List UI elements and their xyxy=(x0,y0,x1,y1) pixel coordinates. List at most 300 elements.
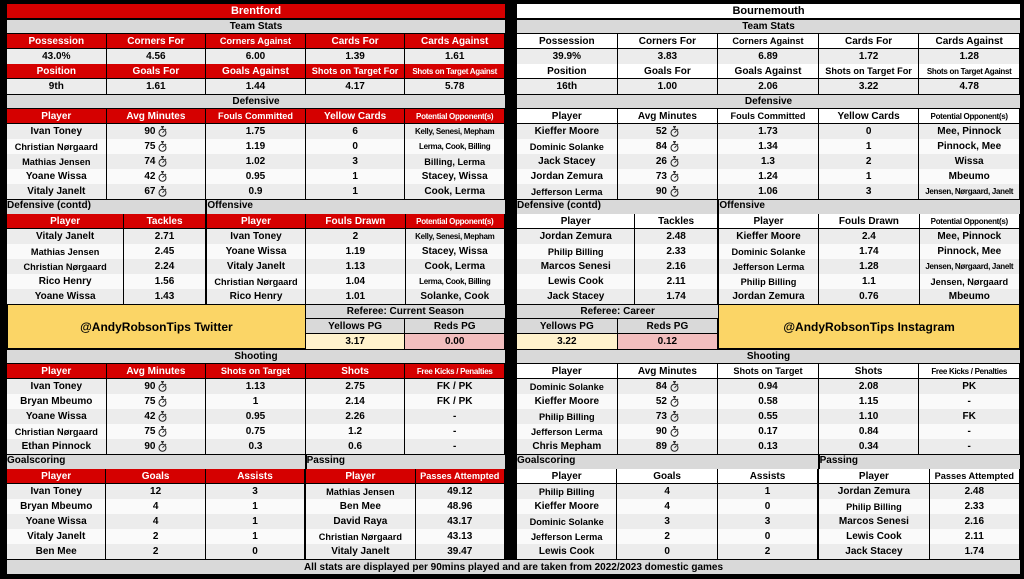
column-header: Shots on Target For xyxy=(306,64,406,79)
column-header: Goals For xyxy=(107,64,207,79)
data-row xyxy=(7,139,505,154)
stat-cell: Mbeumo xyxy=(920,289,1020,304)
data-row xyxy=(719,244,1020,259)
stat-cell: Pinnock, Mee xyxy=(919,139,1020,154)
data-row xyxy=(7,184,505,199)
stat-cell: 1 xyxy=(819,169,920,184)
column-header: Yellow Cards xyxy=(306,109,406,124)
data-row xyxy=(7,439,505,454)
player-cell: Yoane Wissa xyxy=(7,169,107,184)
stat-cell: 1.73 xyxy=(718,124,819,139)
player-cell: Marcos Senesi xyxy=(517,259,635,274)
data-row xyxy=(517,484,818,499)
data-row xyxy=(207,259,505,274)
column-header: Fouls Drawn xyxy=(306,214,405,229)
stat-cell: 2.26 xyxy=(306,409,406,424)
stat-cell: 75 xyxy=(107,394,207,409)
stat-cell: 0.95 xyxy=(206,169,306,184)
stat-cell: 1.74 xyxy=(819,244,919,259)
data-row xyxy=(517,394,1020,409)
data-row xyxy=(517,139,1020,154)
stat-cell: 0 xyxy=(206,544,305,559)
column-header: Goals For xyxy=(618,64,719,79)
player-cell: Jordan Zemura xyxy=(819,484,929,499)
stat-cell: Jensen, Nørgaard xyxy=(920,274,1020,289)
column-header: Possession xyxy=(517,34,618,49)
stat-cell: 52 xyxy=(618,124,719,139)
column-header: Tackles xyxy=(635,214,717,229)
stat-cell: 1.00 xyxy=(618,79,719,94)
stat-cell: 2.33 xyxy=(930,499,1020,514)
stat-cell: 1.43 xyxy=(124,289,206,304)
stat-cell: 2.33 xyxy=(635,244,717,259)
brentford-panel xyxy=(7,4,505,559)
instagram-promo: @AndyRobsonTips Instagram xyxy=(718,304,1020,349)
player-cell: Rico Henry xyxy=(207,289,306,304)
data-row xyxy=(306,499,505,514)
stat-cell: 0.84 xyxy=(819,424,920,439)
stat-cell: Wissa xyxy=(919,154,1020,169)
player-cell: Yoane Wissa xyxy=(7,409,107,424)
stat-cell: 90 xyxy=(107,379,207,394)
tackles-offensive-row xyxy=(517,214,1020,304)
stat-cell: 1.44 xyxy=(206,79,306,94)
column-header: Goals xyxy=(617,469,717,484)
stat-cell: 1.74 xyxy=(930,544,1020,559)
column-header: Potential Opponent(s) xyxy=(405,109,505,124)
stat-cell: 6 xyxy=(306,124,406,139)
player-cell: Jack Stacey xyxy=(819,544,929,559)
player-cell: Jordan Zemura xyxy=(719,289,819,304)
player-cell: Kieffer Moore xyxy=(517,124,618,139)
player-cell: David Raya xyxy=(306,514,415,529)
player-cell: Rico Henry xyxy=(7,274,124,289)
data-row xyxy=(517,169,1020,184)
column-header: Free Kicks / Penalties xyxy=(405,364,505,379)
stat-cell: 2.45 xyxy=(124,244,206,259)
stat-cell: 6.00 xyxy=(206,49,306,64)
stopwatch-icon xyxy=(158,141,167,152)
stat-cell: 0 xyxy=(718,529,818,544)
column-header: Goals Against xyxy=(206,64,306,79)
player-cell: Marcos Senesi xyxy=(819,514,929,529)
stat-cell: 75 xyxy=(107,139,207,154)
player-cell: Mathias Jensen xyxy=(7,154,107,169)
data-row xyxy=(7,259,206,274)
stat-cell: 73 xyxy=(618,409,719,424)
stat-cell: 73 xyxy=(618,169,719,184)
column-header: Cards Against xyxy=(919,34,1020,49)
stat-cell: 90 xyxy=(618,184,719,199)
stat-cell: 0.34 xyxy=(819,439,920,454)
player-cell: Ben Mee xyxy=(7,544,106,559)
stat-cell: 3 xyxy=(617,514,717,529)
defensive-table xyxy=(7,109,505,199)
goalscoring-passing-row xyxy=(7,469,505,559)
twitter-promo: @AndyRobsonTips Twitter xyxy=(7,304,306,349)
stat-cell: 2.08 xyxy=(819,379,920,394)
reds-pg-value: 0.12 xyxy=(618,334,719,349)
player-cell: Christian Nørgaard xyxy=(306,529,415,544)
tackles-offensive-row xyxy=(7,214,505,304)
stat-cell: 4 xyxy=(617,499,717,514)
player-cell: Dominic Solanke xyxy=(517,514,617,529)
stat-cell: 0 xyxy=(718,499,818,514)
section-bar-passing: Passing xyxy=(820,454,1020,471)
referee-career-table xyxy=(517,304,718,349)
stat-cell: - xyxy=(919,394,1020,409)
section-bar-team-stats: Team Stats xyxy=(517,19,1020,34)
header-row xyxy=(7,364,505,379)
stat-cell: 1.61 xyxy=(107,79,207,94)
reds-pg-value: 0.00 xyxy=(405,334,505,349)
data-row xyxy=(517,154,1020,169)
tackles-table xyxy=(517,214,719,304)
player-cell: Vitaly Janelt xyxy=(7,229,124,244)
offensive-table xyxy=(207,214,505,304)
column-header: Shots on Target xyxy=(206,364,306,379)
stat-cell: 1.28 xyxy=(819,259,919,274)
player-cell: Jefferson Lerma xyxy=(719,259,819,274)
data-row xyxy=(7,79,505,94)
column-header: Assists xyxy=(206,469,305,484)
player-cell: Christian Nørgaard xyxy=(7,139,107,154)
yellows-pg-value: 3.17 xyxy=(306,334,406,349)
stopwatch-icon xyxy=(670,411,679,422)
stat-cell: 1.56 xyxy=(124,274,206,289)
column-header: Player xyxy=(517,109,618,124)
stat-cell: Mee, Pinnock xyxy=(919,124,1020,139)
data-row xyxy=(7,514,305,529)
player-cell: Vitaly Janelt xyxy=(7,529,106,544)
data-row xyxy=(719,259,1020,274)
stat-cell: 0.13 xyxy=(718,439,819,454)
player-cell: Bryan Mbeumo xyxy=(7,499,106,514)
stat-cell: 4.17 xyxy=(306,79,406,94)
data-row xyxy=(7,544,305,559)
player-cell: Lewis Cook xyxy=(517,274,635,289)
stat-cell: PK xyxy=(919,379,1020,394)
shooting-table xyxy=(517,364,1020,454)
yellows-pg-header: Yellows PG xyxy=(517,319,618,334)
data-row xyxy=(819,544,1020,559)
stat-cell: - xyxy=(405,439,505,454)
stat-cell: Stacey, Wissa xyxy=(406,244,505,259)
stopwatch-icon xyxy=(158,171,167,182)
stat-cell: 1.1 xyxy=(819,274,919,289)
column-header: Corners For xyxy=(107,34,207,49)
header-row xyxy=(517,364,1020,379)
column-header: Goals Against xyxy=(718,64,819,79)
column-header: Corners Against xyxy=(206,34,306,49)
header-row xyxy=(7,109,505,124)
column-header: Player xyxy=(7,469,106,484)
header-row xyxy=(7,34,505,49)
stat-cell: 2.48 xyxy=(635,229,717,244)
stat-cell: 43.13 xyxy=(416,529,505,544)
player-cell: Lewis Cook xyxy=(819,529,929,544)
column-header: Player xyxy=(517,214,635,229)
stat-cell: 1.01 xyxy=(306,289,405,304)
stat-cell: Stacey, Wissa xyxy=(405,169,505,184)
stat-cell: 84 xyxy=(618,379,719,394)
player-cell: Vitaly Janelt xyxy=(306,544,415,559)
stat-cell: 9th xyxy=(7,79,107,94)
column-header: Avg Minutes xyxy=(107,109,207,124)
team-stats-table-b xyxy=(7,64,505,94)
stat-cell: Mbeumo xyxy=(919,169,1020,184)
stat-cell: 1 xyxy=(718,484,818,499)
stat-cell: 42 xyxy=(107,409,207,424)
data-row xyxy=(819,499,1020,514)
data-row xyxy=(306,484,505,499)
stat-cell: Cook, Lerma xyxy=(406,259,505,274)
player-cell: Ivan Toney xyxy=(7,379,107,394)
data-row xyxy=(517,514,818,529)
data-row xyxy=(517,79,1020,94)
player-cell: Bryan Mbeumo xyxy=(7,394,107,409)
player-cell: Ivan Toney xyxy=(7,124,107,139)
stopwatch-icon xyxy=(670,426,679,437)
stat-cell: 49.12 xyxy=(416,484,505,499)
stat-cell: 39.47 xyxy=(416,544,505,559)
stat-cell: 2.75 xyxy=(306,379,406,394)
data-row xyxy=(517,289,718,304)
referee-grid xyxy=(517,319,718,349)
stat-cell: FK xyxy=(919,409,1020,424)
player-cell: Jordan Zemura xyxy=(517,169,618,184)
stopwatch-icon xyxy=(158,186,167,197)
stat-cell: 3 xyxy=(718,514,818,529)
header-row xyxy=(517,109,1020,124)
header-row xyxy=(7,469,305,484)
player-cell: Christian Nørgaard xyxy=(7,259,124,274)
stat-cell: 48.96 xyxy=(416,499,505,514)
stat-cell: 1 xyxy=(306,184,406,199)
column-header: Passes Attempted xyxy=(416,469,505,484)
data-row xyxy=(517,229,718,244)
player-cell: Kieffer Moore xyxy=(517,499,617,514)
footer-note: All stats are displayed per 90mins played and are taken from 2022/2023 domestic games xyxy=(7,560,1020,575)
stat-cell: - xyxy=(405,424,505,439)
column-header: Position xyxy=(7,64,107,79)
data-row xyxy=(517,244,718,259)
stopwatch-icon xyxy=(158,441,167,452)
data-row xyxy=(517,424,1020,439)
player-cell: Christian Nørgaard xyxy=(207,274,306,289)
stopwatch-icon xyxy=(670,126,679,137)
stat-cell: 52 xyxy=(618,394,719,409)
data-row xyxy=(517,49,1020,64)
stat-cell: 1 xyxy=(306,169,406,184)
column-header: Player xyxy=(306,469,415,484)
player-cell: Jefferson Lerma xyxy=(517,184,618,199)
stat-cell: Kelly, Senesi, Mepham xyxy=(405,124,505,139)
player-cell: Vitaly Janelt xyxy=(207,259,306,274)
stat-cell: Billing, Lerma xyxy=(405,154,505,169)
stat-cell: FK / PK xyxy=(405,379,505,394)
stat-cell: 2.06 xyxy=(718,79,819,94)
social-referee-strip xyxy=(7,304,505,349)
section-bar-offensive: Offensive xyxy=(207,199,505,216)
data-row xyxy=(7,274,206,289)
data-row xyxy=(719,274,1020,289)
stat-cell: 0.3 xyxy=(206,439,306,454)
header-row xyxy=(819,469,1020,484)
stat-cell: 0.75 xyxy=(206,424,306,439)
column-header: Passes Attempted xyxy=(930,469,1020,484)
column-header: Fouls Committed xyxy=(718,109,819,124)
stat-cell: 1.34 xyxy=(718,139,819,154)
column-header: Shots xyxy=(819,364,920,379)
data-row xyxy=(517,499,818,514)
stat-cell: Lerma, Cook, Billing xyxy=(405,139,505,154)
data-row xyxy=(7,529,305,544)
bournemouth-panel xyxy=(517,4,1020,559)
header-row xyxy=(719,214,1020,229)
stat-cell: 5.78 xyxy=(405,79,505,94)
data-row xyxy=(517,379,1020,394)
stat-cell: 1.2 xyxy=(306,424,406,439)
stat-cell: 3.83 xyxy=(618,49,719,64)
stat-cell: 3 xyxy=(306,154,406,169)
stat-cell: 90 xyxy=(107,124,207,139)
stopwatch-icon xyxy=(158,411,167,422)
section-bar-defensive: Defensive xyxy=(7,94,505,109)
stat-cell: 1 xyxy=(206,499,305,514)
stat-cell: 42 xyxy=(107,169,207,184)
column-header: Player xyxy=(517,364,618,379)
data-row xyxy=(7,49,505,64)
stat-cell: 2 xyxy=(819,154,920,169)
stopwatch-icon xyxy=(670,186,679,197)
section-bar-goalscoring: Goalscoring xyxy=(7,454,307,471)
player-cell: Mathias Jensen xyxy=(306,484,415,499)
header-row xyxy=(207,214,505,229)
player-cell: Philip Billing xyxy=(819,499,929,514)
stat-cell: 4.56 xyxy=(107,49,207,64)
section-bar-offensive: Offensive xyxy=(719,199,1020,216)
stat-cell: 12 xyxy=(106,484,205,499)
data-row xyxy=(7,124,505,139)
player-cell: Yoane Wissa xyxy=(7,289,124,304)
team-stats-table-b xyxy=(517,64,1020,94)
section-bar-defensive: Defensive xyxy=(517,94,1020,109)
column-header: Shots on Target Against xyxy=(405,64,505,79)
stat-cell: 89 xyxy=(618,439,719,454)
column-header: Yellow Cards xyxy=(819,109,920,124)
stat-cell: 2.48 xyxy=(930,484,1020,499)
team-stats-table-a xyxy=(7,34,505,64)
data-row xyxy=(517,274,718,289)
data-row xyxy=(517,409,1020,424)
data-row xyxy=(306,529,505,544)
column-header: Player xyxy=(7,109,107,124)
column-header: Cards For xyxy=(819,34,920,49)
data-row xyxy=(7,484,305,499)
player-cell: Jefferson Lerma xyxy=(517,424,618,439)
stat-cell: 4.78 xyxy=(919,79,1020,94)
section-bar-passing: Passing xyxy=(307,454,505,471)
data-row xyxy=(7,244,206,259)
shooting-table xyxy=(7,364,505,454)
data-row xyxy=(207,289,505,304)
stat-cell: 1.74 xyxy=(635,289,717,304)
player-cell: Jack Stacey xyxy=(517,154,618,169)
data-row xyxy=(517,184,1020,199)
stat-cell: 84 xyxy=(618,139,719,154)
stat-cell: 1.19 xyxy=(206,139,306,154)
column-header: Goals xyxy=(106,469,205,484)
stat-cell: 1.15 xyxy=(819,394,920,409)
referee-social-strip xyxy=(517,304,1020,349)
stat-cell: 1.39 xyxy=(306,49,406,64)
header-row xyxy=(7,214,206,229)
stopwatch-icon xyxy=(670,396,679,407)
section-bar-contd-offensive xyxy=(7,199,505,214)
data-row xyxy=(207,244,505,259)
data-row xyxy=(819,484,1020,499)
stat-cell: 74 xyxy=(107,154,207,169)
section-bar-defensive-contd: Defensive (contd) xyxy=(517,199,719,216)
column-header: Shots on Target xyxy=(718,364,819,379)
column-header: Player xyxy=(517,469,617,484)
team-title: Brentford xyxy=(7,4,505,19)
goalscoring-passing-row xyxy=(517,469,1020,559)
player-cell: Ethan Pinnock xyxy=(7,439,107,454)
data-row xyxy=(517,439,1020,454)
stat-cell: 1 xyxy=(206,514,305,529)
stat-cell: 2 xyxy=(106,529,205,544)
stat-cell: 0.6 xyxy=(306,439,406,454)
column-header: Player xyxy=(7,214,124,229)
stat-cell: 1 xyxy=(206,529,305,544)
column-header: Tackles xyxy=(124,214,206,229)
stat-cell: 75 xyxy=(107,424,207,439)
stat-cell: 1.3 xyxy=(718,154,819,169)
stat-cell: 1.19 xyxy=(306,244,405,259)
team-title: Bournemouth xyxy=(517,4,1020,19)
player-cell: Mathias Jensen xyxy=(7,244,124,259)
stopwatch-icon xyxy=(158,426,167,437)
column-header: Shots xyxy=(306,364,406,379)
player-cell: Jefferson Lerma xyxy=(517,529,617,544)
section-bar-shooting: Shooting xyxy=(517,349,1020,364)
player-cell: Dominic Solanke xyxy=(517,139,618,154)
column-header: Player xyxy=(719,214,819,229)
stat-cell: 3.22 xyxy=(819,79,920,94)
section-bar-contd-offensive xyxy=(517,199,1020,214)
data-row xyxy=(517,529,818,544)
data-row xyxy=(819,529,1020,544)
data-row xyxy=(7,229,206,244)
player-cell: Kieffer Moore xyxy=(517,394,618,409)
data-row xyxy=(306,514,505,529)
header-row xyxy=(517,469,818,484)
section-bar-team-stats: Team Stats xyxy=(7,19,505,34)
stopwatch-icon xyxy=(670,441,679,452)
offensive-table xyxy=(719,214,1020,304)
stat-cell: Pinnock, Mee xyxy=(920,244,1020,259)
data-row xyxy=(207,274,505,289)
tackles-table xyxy=(7,214,207,304)
stat-cell: 2.11 xyxy=(635,274,717,289)
stat-cell: 1.04 xyxy=(306,274,405,289)
column-header: Corners For xyxy=(618,34,719,49)
stat-cell: 2 xyxy=(306,229,405,244)
defensive-table xyxy=(517,109,1020,199)
data-row xyxy=(517,544,818,559)
